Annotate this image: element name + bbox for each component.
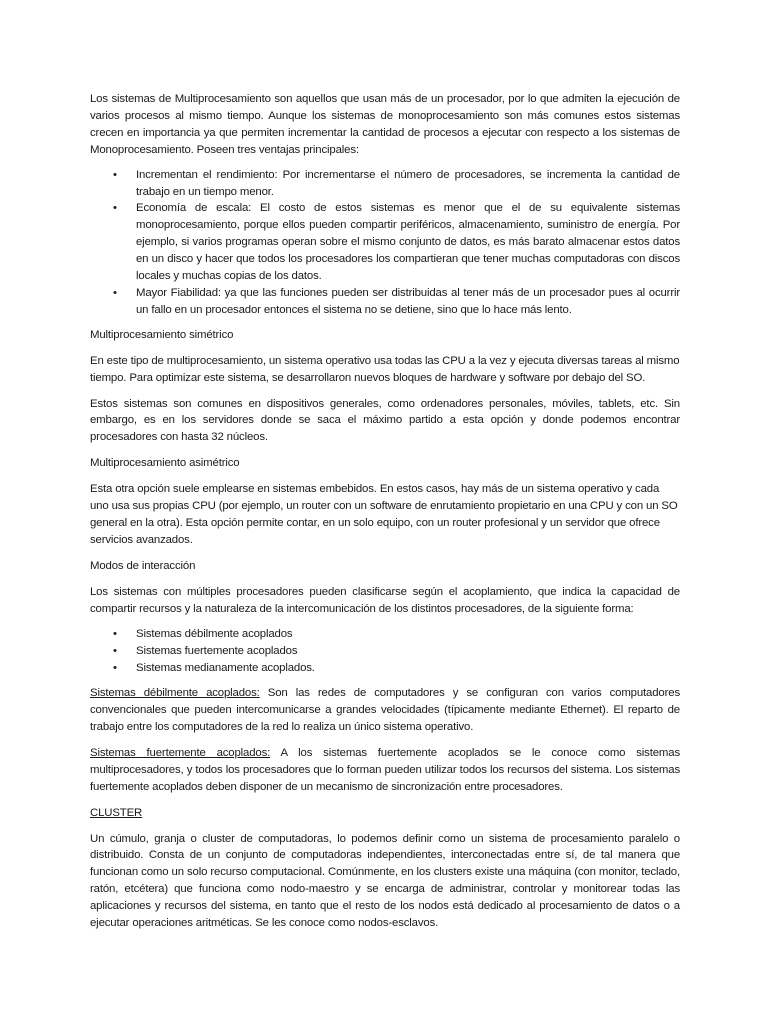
asymmetric-paragraph-1: Esta otra opción suele emplearse en sistemas embebidos. En estos casos, hay más de un sistema operativo y cada uno usa sus propias CPU (por ejemplo, un router con un software de enrutamiento propietario en una CPU y con un SO general en la otra). Esta opción permite contar, en un solo equipo, con un router profesional y un servidor que ofrece servicios avanzados.	[90, 483, 678, 546]
weakly-coupled-term: Sistemas débilmente acoplados:	[90, 687, 260, 700]
interaction-item-text: Sistemas medianamente acoplados.	[136, 662, 315, 675]
list-item	[90, 167, 680, 201]
bullet-icon: •	[113, 628, 117, 641]
symmetric-heading: Multiprocesamiento simétrico	[90, 328, 234, 341]
advantage-text: Incrementan el rendimiento: Por incrementarse el número de procesadores, se incrementa la cantidad de trabajo en un tiempo menor.	[136, 168, 680, 198]
interaction-item-text: Sistemas débilmente acoplados	[136, 628, 293, 641]
interaction-list	[90, 626, 680, 677]
bullet-icon: •	[113, 202, 117, 215]
symmetric-paragraph-1: En este tipo de multiprocesamiento, un sistema operativo usa todas las CPU a la vez y ejecuta diversas tareas al mismo tiempo. Para optimizar este sistema, se desarrollaron nuevos bloques de hardware y software por debajo del SO.	[90, 354, 680, 384]
advantages-list	[90, 167, 680, 319]
interaction-paragraph: Los sistemas con múltiples procesadores pueden clasificarse según el acoplamiento, que indica la capacidad de compartir recursos y la naturaleza de la intercomunicación de los distintos procesadores, de la siguiente forma:	[90, 585, 680, 615]
cluster-heading: CLUSTER	[90, 806, 143, 819]
bullet-icon: •	[113, 645, 117, 658]
advantage-text: Economía de escala: El costo de estos sistemas es menor que el de su equivalente sistemas monoprocesamiento, porque ellos pueden compartir periféricos, almacenamiento, suministro de energía. Por ejemplo, si varios programas operan sobre el mismo conjunto de datos, es más barato almacenar estos datos en un disco y hacer que todos los procesadores los compartieran que tener muchas computadoras con discos locales y muchas copias de los datos.	[136, 202, 680, 283]
intro-term: sistemas de Multiprocesamiento	[111, 93, 271, 105]
asymmetric-heading: Multiprocesamiento asimétrico	[90, 457, 240, 470]
intro-paragraph	[90, 91, 680, 159]
strongly-coupled-paragraph	[90, 745, 680, 796]
bullet-icon: •	[113, 662, 117, 675]
cluster-paragraph: Un cúmulo, granja o cluster de computadoras, lo podemos definir como un sistema de procesamiento paralelo o distribuido. Consta de un conjunto de computadoras independientes, interconectadas entre sí, de tal manera que funcionan como un solo recurso computacional. Comúnmente, en los clusters existe una máquina (con monitor, teclado, ratón, etcétera) que funciona como nodo-maestro y se encarga de administrar, controlar y monitorear todas las aplicaciones y recursos del sistema, en tanto que el resto de los nodos está dedicado al procesamiento de datos o a ejecutar operaciones aritméticas. Se les conoce como nodos-esclavos.	[90, 832, 680, 930]
list-item	[90, 660, 680, 677]
symmetric-paragraph-2: Estos sistemas son comunes en dispositivos generales, como ordenadores personales, móviles, tablets, etc. Sin embargo, es en los servidores donde se saca el máximo partido a esta opción y donde podemos encontrar procesadores con hasta 32 núcleos.	[90, 397, 680, 444]
bullet-icon: •	[113, 286, 117, 299]
interaction-item-text: Sistemas fuertemente acoplados	[136, 645, 298, 658]
list-item	[90, 626, 680, 643]
list-item	[90, 200, 680, 285]
list-item	[90, 643, 680, 660]
strongly-coupled-term: Sistemas fuertemente acoplados:	[90, 746, 271, 759]
intro-lead: Los	[90, 93, 112, 105]
strongly-coupled-text: A los sistemas fuertemente acoplados se le conoce como sistemas multiprocesadores, y todos los procesadores que lo forman pueden utilizar todos los recursos del sistema. Los sistemas fuertemente acoplados deben disponer de un mecanismo de sincronización entre procesadores.	[90, 746, 680, 793]
intro-rest: son aquellos que usan más de un procesador, por lo que admiten la ejecución de varios procesos al mismo tiempo. Aunque los sistemas de monoprocesamiento son más comunes estos sistemas crecen en importancia ya que permiten incrementar la cantidad de procesos a ejecutar con respecto a los sistemas de Monoprocesamiento. Poseen tres ventajas principales:	[90, 93, 680, 156]
list-item	[90, 285, 680, 319]
document-page	[90, 91, 680, 941]
weakly-coupled-paragraph	[90, 685, 680, 736]
advantage-text: Mayor Fiabilidad: ya que las funciones pueden ser distribuidas al tener más de un procesador pues al ocurrir un fallo en un procesador entonces el sistema no se detiene, sino que lo hace más lento.	[136, 286, 680, 316]
interaction-heading: Modos de interacción	[90, 559, 196, 572]
bullet-icon: •	[113, 168, 117, 181]
weakly-coupled-text: Son las redes de computadores y se configuran con varios computadores convencionales que pueden intercomunicarse a grandes velocidades (típicamente mediante Ethernet). El reparto de trabajo entre los computadores de la red lo realiza un único sistema operativo.	[90, 687, 680, 733]
